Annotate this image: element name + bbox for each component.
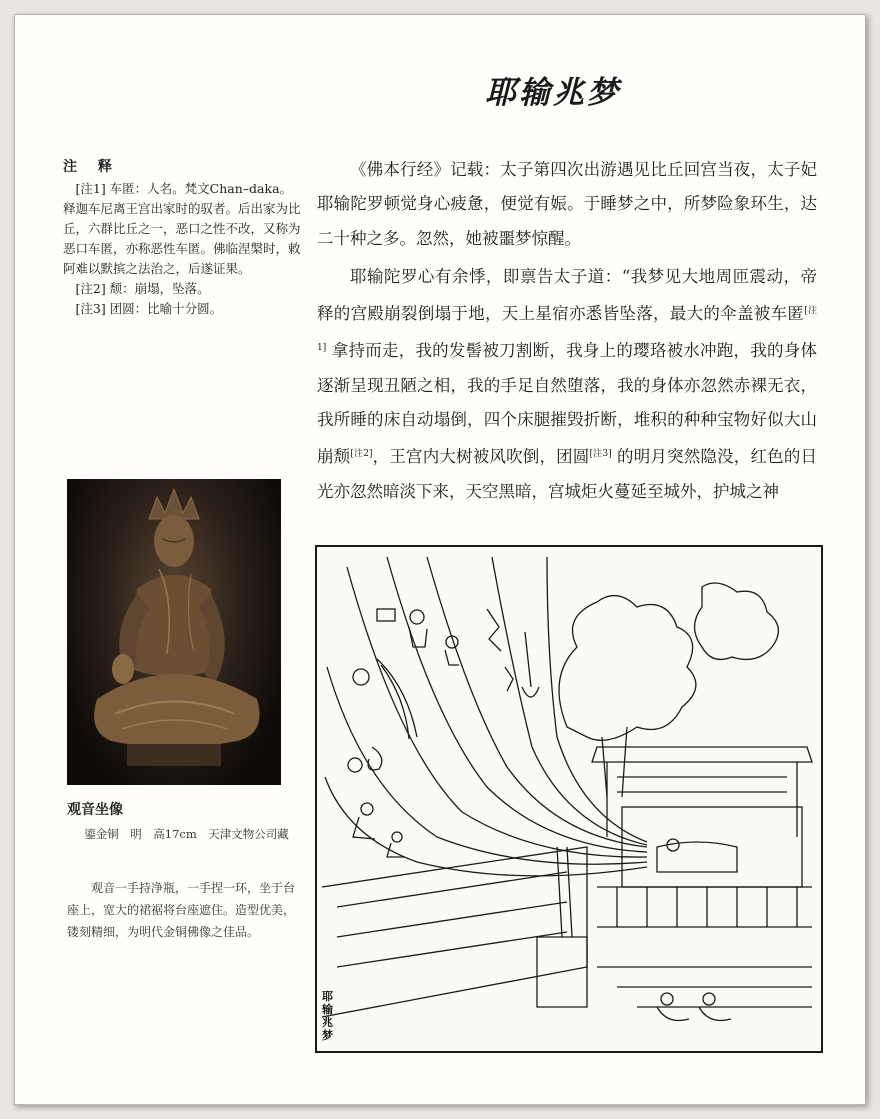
- main-body-text: [317, 153, 817, 509]
- page-title: 耶输兆梦: [485, 75, 621, 111]
- photo-caption-description: 观音一手持净瓶，一手捏一环，坐于台座上，宽大的裙裾将台座遮住。造型优美，镂刻精细，为明代金铜佛像之佳品。: [67, 881, 296, 939]
- paragraph-2: [317, 260, 817, 509]
- note-1: [注1] 车匿：人名。梵文Chan–daka。释迦车尼离王宫出家时的驭者。后出家为比丘，六群比丘之一，恶口之性不改，又称为恶口车匿，亦称恶性车匿。佛临涅槃时，敕阿难以默摈之法治之，后遂证果。: [63, 181, 301, 276]
- notes-heading: 注 释: [63, 159, 120, 175]
- statue-figure-icon: [67, 479, 281, 785]
- dream-woodcut-illustration: [315, 545, 823, 1053]
- footnote-ref-1: [注1]: [317, 306, 817, 354]
- footnote-ref-2: [注2]: [350, 449, 373, 460]
- paragraph-2-part-a: 耶输陀罗心有余悸，即禀告太子道：“我梦见大地周匝震动，帝释的宫殿崩裂倒塌于地，天上星宿亦悉皆坠落，最大的伞盖被车匿: [317, 266, 817, 324]
- woodcut-label: 耶输兆梦: [322, 990, 333, 1042]
- paragraph-1: 《佛本行经》记载：太子第四次出游遇见比丘回宫当夜，太子妃耶输陀罗顿觉身心疲惫，便觉有娠。于睡梦之中，所梦险象环生，达二十种之多。忽然，她被噩梦惊醒。: [317, 160, 817, 248]
- guanyin-statue-photo: [67, 479, 281, 785]
- photo-caption-meta: 鎏金铜 明 高17cm 天津文物公司藏: [84, 827, 289, 841]
- book-page: [14, 14, 866, 1105]
- note-2: [注2] 颓：崩塌，坠落。: [75, 281, 210, 296]
- photo-caption-title: 观音坐像: [67, 802, 123, 818]
- notes-section: [63, 157, 303, 319]
- woodcut-scene-icon: [317, 547, 817, 1047]
- footnote-ref-3: [注3]: [589, 449, 612, 460]
- note-3: [注3] 团圆：比喻十分圆。: [75, 301, 223, 316]
- paragraph-2-part-b: 拿持而走，我的发髻被刀割断，我身上的璎珞被水冲跑，我的身体逐渐呈现丑陋之相，我的手足自然堕落，我的身体亦忽然赤裸无衣，我所睡的床自动塌倒，四个床腿摧毁折断，堆积的种种宝物好似大山崩颓: [317, 341, 817, 467]
- paragraph-2-part-c: ，王宫内大树被风吹倒，团圆: [372, 447, 590, 467]
- paragraph-2-part-d: 的明月突然隐没，红色的日光亦忽然暗淡下来，天空黑暗，宫城炬火蔓延至城外，护城之神: [317, 447, 817, 501]
